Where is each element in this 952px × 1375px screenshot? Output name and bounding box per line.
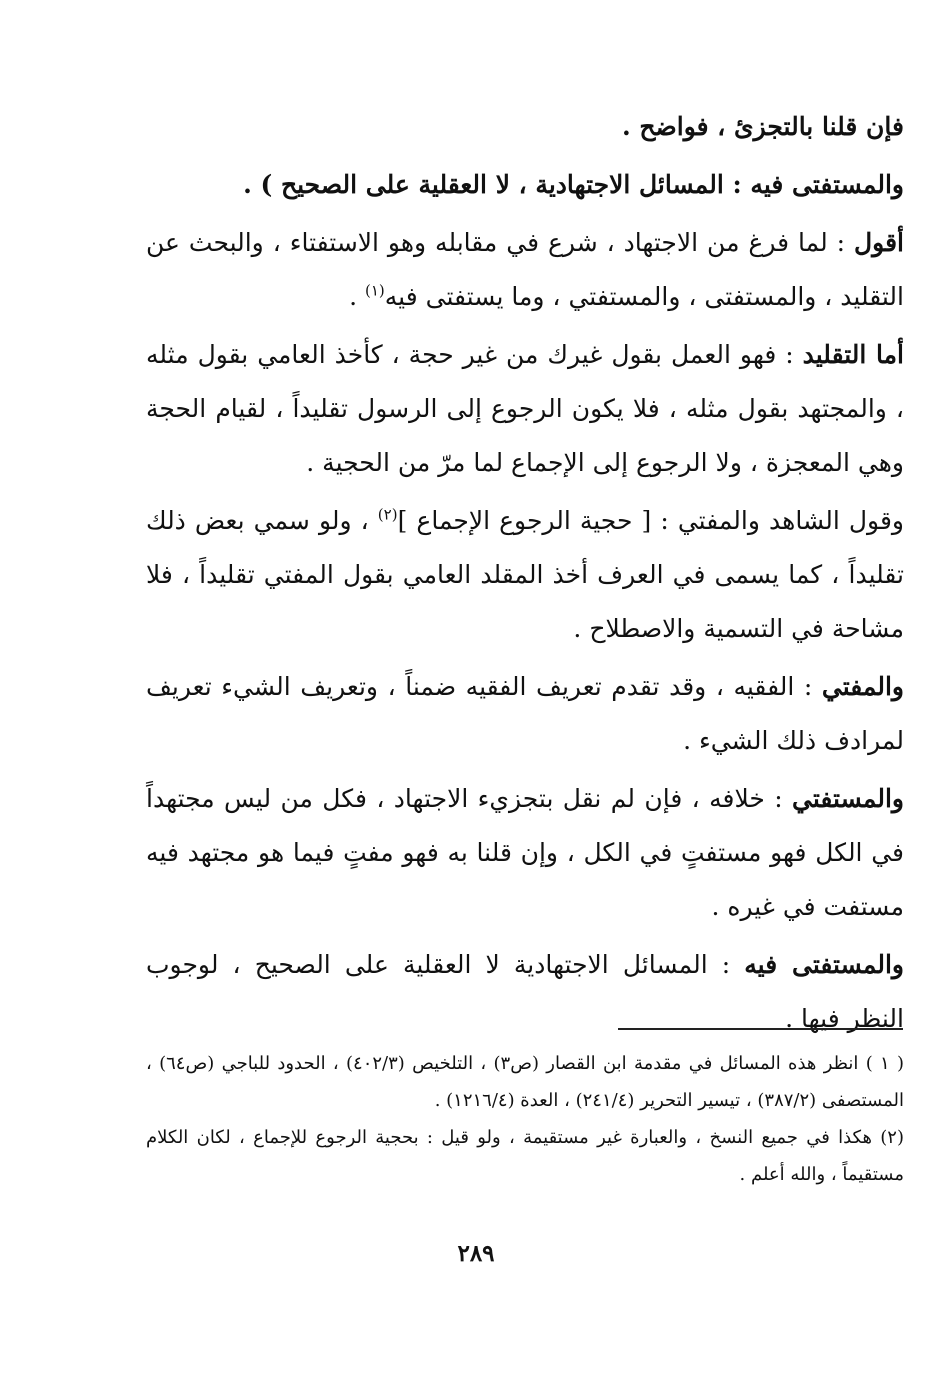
paragraph-body: : فهو العمل بقول غيرك من غير حجة ، كأخذ العامي بقول مثله ، والمجتهد بقول مثله ، فلا يكون الرجوع إلى الرسول تقليداً ، لقيام الحجة وهي المعجزة ، ولا الرجوع إلى الإجماع لما مرّ من الحجية . — [146, 340, 904, 477]
paragraph-taqlid — [146, 328, 904, 490]
footnote-ref-1: (١) — [365, 281, 385, 300]
paragraph-body: وقول الشاهد والمفتي : [ حجية الرجوع الإجماع ] — [397, 506, 904, 535]
paragraph-shahid — [146, 494, 904, 656]
footnote-ref-2: (٢) — [377, 505, 398, 524]
text-line-1: فإن قلنا بالتجزئ ، فواضح . — [621, 112, 904, 141]
text-line-2: والمستفتى فيه : المسائل الاجتهادية ، لا العقلية على الصحيح ) . — [243, 170, 904, 199]
footnote-2: (٢) هكذا في جميع النسخ ، والعبارة غير مستقيمة ، ولو قيل : بحجية الرجوع للإجماع ، لكان الكلام مستقيماً ، والله أعلم . — [146, 1127, 904, 1185]
paragraph-mufti — [146, 660, 904, 768]
paragraph-body: : المسائل الاجتهادية لا العقلية على الصحيح ، لوجوب النظر فيها . — [146, 950, 904, 1033]
paragraph-end: ، ولو سمي بعض ذلك تقليداً ، كما يسمى في العرف أخذ المقلد العامي بقول المفتي تقليداً ، فلا مشاحة في التسمية والاصطلاح . — [146, 506, 904, 643]
main-text — [146, 100, 904, 1046]
footnotes — [146, 1045, 904, 1193]
paragraph-end: . — [349, 282, 365, 311]
paragraph-lead: والمفتي — [821, 672, 904, 701]
paragraph-mustafti — [146, 772, 904, 934]
paragraph-lead: أقول — [854, 228, 904, 257]
paragraph-lead: أما التقليد — [802, 340, 904, 369]
paragraph-body: : الفقيه ، وقد تقدم تعريف الفقيه ضمناً ، وتعريف الشيء تعريف لمرادف ذلك الشيء . — [146, 672, 904, 755]
footnote-divider — [618, 1028, 903, 1030]
paragraph-lead: والمستفتى فيه — [744, 950, 904, 979]
footnote-1: ( ١ ) انظر هذه المسائل في مقدمة ابن القصار (ص٣) ، التلخيص (٤٠٢/٣) ، الحدود للباجي (ص٦٤) ، المستصفى (٣٨٧/٢) ، تيسير التحرير (٢٤١/٤) ، العدة (١٢١٦/٤) . — [146, 1053, 905, 1111]
paragraph-lead: والمستفتي — [792, 784, 904, 813]
paragraph-body: : خلافه ، فإن لم نقل بتجزيء الاجتهاد ، فكل من ليس مجتهداً في الكل فهو مستفتٍ في الكل ، وإن قلنا به فهو مفتٍ فيما هو مجتهد فيه مستفت في غيره . — [146, 784, 904, 921]
page-number: ٢٨٩ — [457, 1240, 495, 1267]
paragraph-aqul — [146, 216, 904, 324]
paragraph-body: : لما فرغ من الاجتهاد ، شرع في مقابله وهو الاستفتاء ، والبحث عن التقليد ، والمستفتى ، والمستفتي ، وما يستفتى فيه — [146, 228, 904, 311]
